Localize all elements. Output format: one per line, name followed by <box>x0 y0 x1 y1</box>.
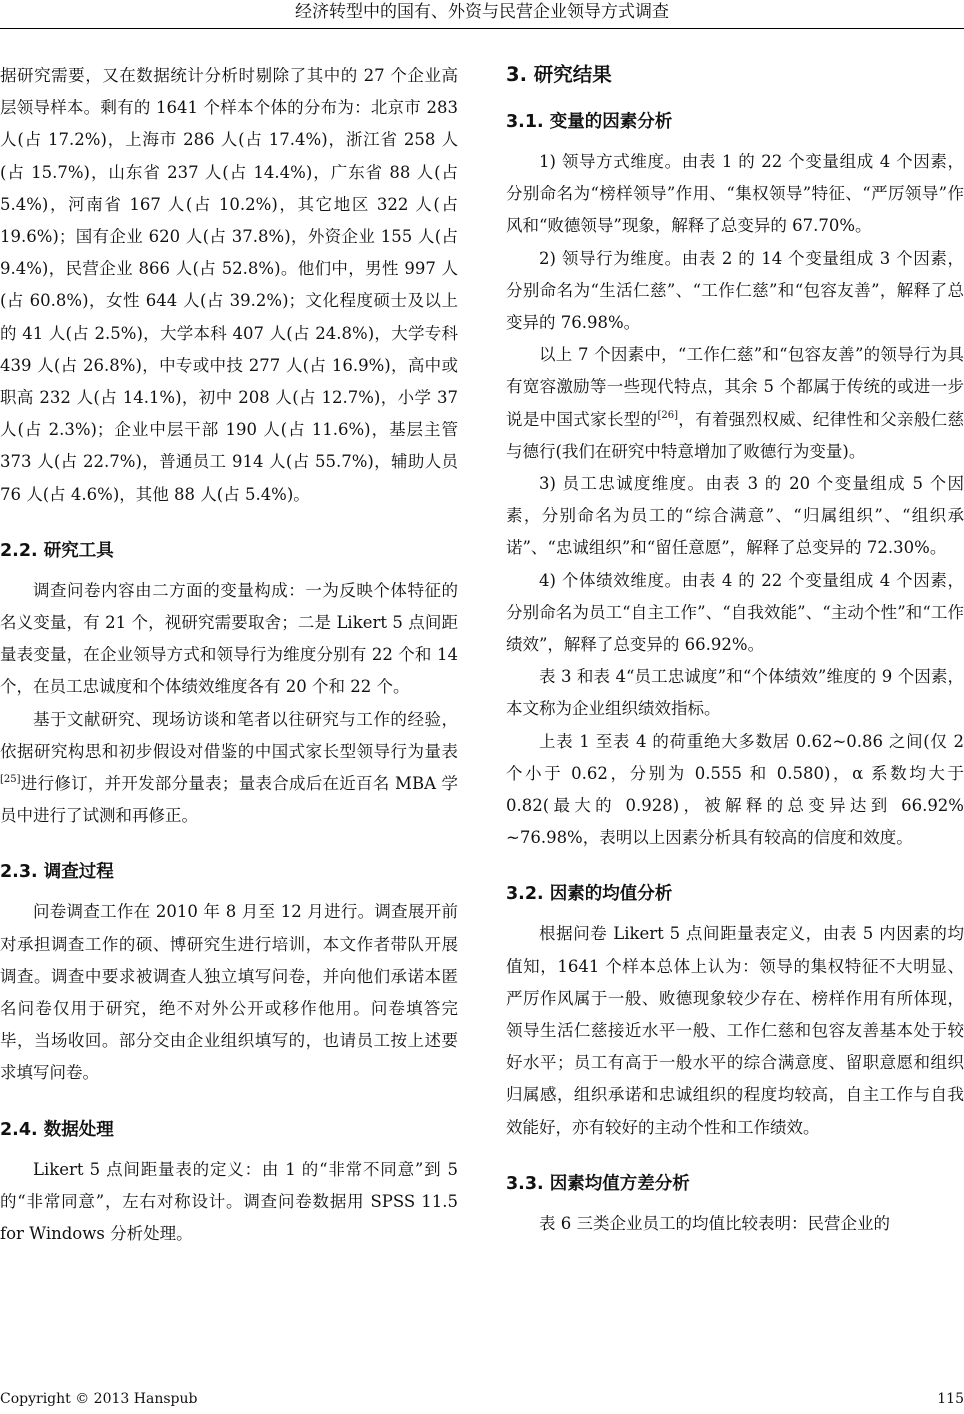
paragraph-text: 以上 7 个因素中，“工作仁慈”和“包容友善”的领导行为具有宽容激励等一些现代特点，其余 5 个都属于传统的或进一步说是中国式家长型的 <box>506 345 964 429</box>
citation-ref: [26] <box>657 409 678 421</box>
header-rule <box>0 28 964 29</box>
section-heading-2-2: 2.2. 研究工具 <box>0 540 114 561</box>
paragraph-text: 基于文献研究、现场访谈和笔者以往研究与工作的经验，依据研究构思和初步假设对借鉴的中国式家长型领导行为量表 <box>0 709 458 761</box>
paragraph-variance-analysis: 表 6 三类企业员工的均值比较表明：民营企业的 <box>539 1213 890 1233</box>
copyright-notice: Copyright © 2013 Hanspub <box>0 1391 198 1407</box>
paragraph-performance-indicators: 表 3 和表 4“员工忠诚度”和“个体绩效”维度的 9 个因素，本文称为企业组织绩效指标。 <box>506 667 964 719</box>
right-column <box>506 60 964 1240</box>
paragraph-scale-revision <box>0 704 458 833</box>
paragraph-individual-performance: 4) 个体绩效维度。由表 4 的 22 个变量组成 4 个因素，分别命名为员工“自主工作”、“自我效能”、“主动个性”和“工作绩效”，解释了总变异的 66.92%。 <box>506 570 964 655</box>
section-heading-3: 3. 研究结果 <box>506 63 612 86</box>
paragraph-questionnaire-variables: 调查问卷内容由二方面的变量构成：一为反映个体特征的名义变量，有 21 个，视研究需要取舍；二是 Likert 5 点间距量表变量，在企业领导方式和领导行为维度分别有 22 个和 14 个，在员工忠诚度和个体绩效维度各有 20 个和 22 个。 <box>0 580 458 697</box>
page-number: 115 <box>937 1391 964 1407</box>
paragraph-text: 进行修订，并开发部分量表；量表合成后在近百名 MBA 学员中进行了试测和再修正。 <box>0 774 458 826</box>
paragraph-leadership-behavior: 2) 领导行为维度。由表 2 的 14 个变量组成 3 个因素，分别命名为“生活仁慈”、“工作仁慈”和“包容友善”，解释了总变异的 76.98%。 <box>506 248 964 333</box>
citation-ref: [25] <box>0 774 21 786</box>
paragraph-employee-loyalty: 3) 员工忠诚度维度。由表 3 的 20 个变量组成 5 个因素，分别命名为员工的“综合满意”、“归属组织”、“组织承诺”、“忠诚组织”和“留任意愿”，解释了总变异的 72.30%。 <box>506 474 964 558</box>
section-heading-3-3: 3.3. 因素均值方差分析 <box>506 1173 690 1194</box>
running-title: 经济转型中的国有、外资与民营企业领导方式调查 <box>295 2 669 22</box>
paragraph-sample-distribution: 据研究需要，又在数据统计分析时剔除了其中的 27 个企业高层领导样本。剩有的 1641 个样本个体的分布为：北京市 283 人(占 17.2%)，上海市 286 人(占 17.4%)，浙江省 258 人(占 15.7%)，山东省 237 人(占 14.4%)，广东省 88 人(占 5.4%)，河南省 167 人(占 10.2%)，其它地区 322 人(占 19.6%)；国有企业 620 人(占 37.8%)，外资企业 155 人(占 9.4%)，民营企业 866 人(占 52.8%)。他们中，男性 997 人(占 60.8%)，女性 644 人(占 39.2%)；文化程度硕士及以上的 41 人(占 2.5%)，大学本科 407 人(占 24.8%)，大学专科 439 人(占 26.8%)，中专或中技 277 人(占 16.9%)，高中或职高 232 人(占 14.1%)，初中 208 人(占 12.7%)，小学 37 人(占 2.3%)；企业中层干部 190 人(占 11.6%)，基层主管 373 人(占 22.7%)，普通员工 914 人(占 55.7%)，辅助人员 76 人(占 4.6%)，其他 88 人(占 5.4%)。 <box>0 66 458 504</box>
section-heading-2-4: 2.4. 数据处理 <box>0 1119 114 1140</box>
paragraph-mean-analysis: 根据问卷 Likert 5 点间距量表定义，由表 5 内因素的均值知，1641 个样本总体上认为：领导的集权特征不大明显、严厉作风属于一般、败德现象较少存在、榜样作用有所体现，领导生活仁慈接近水平一般、工作仁慈和包容友善基本处于较好水平；员工有高于一般水平的综合满意度、留职意愿和组织归属感，组织承诺和忠诚组织的程度均较高，自主工作与自我效能好，亦有较好的主动个性和工作绩效。 <box>506 924 964 1137</box>
section-heading-3-1: 3.1. 变量的因素分析 <box>506 112 673 132</box>
paragraph-seven-factors <box>506 339 964 468</box>
paragraph-reliability: 上表 1 至表 4 的荷重绝大多数居 0.62~0.86 之间(仅 2 个小于 0.62，分别为 0.555 和 0.580)，α 系数均大于 0.82(最大的 0.928)，被解释的总变异达到 66.92% ~76.98%，表明以上因素分析具有较高的信度和效度。 <box>506 731 964 848</box>
section-heading-2-3: 2.3. 调查过程 <box>0 862 114 883</box>
paragraph-data-processing: Likert 5 点间距量表的定义：由 1 的“非常不同意”到 5 的“非常同意”，左右对称设计。调查问卷数据用 SPSS 11.5 for Windows 分析处理。 <box>0 1159 458 1244</box>
left-column <box>0 60 458 1250</box>
paragraph-leadership-style: 1) 领导方式维度。由表 1 的 22 个变量组成 4 个因素，分别命名为“榜样领导”作用、“集权领导”特征、“严厉领导”作风和“败德领导”现象，解释了总变异的 67.70%。 <box>506 152 964 236</box>
paragraph-survey-process: 问卷调查工作在 2010 年 8 月至 12 月进行。调查展开前对承担调查工作的硕、博研究生进行培训，本文作者带队开展调查。调查中要求被调查人独立填写问卷，并向他们承诺本匿名问卷仅用于研究，绝不对外公开或移作他用。问卷填答完毕，当场收回。部分交由企业组织填写的，也请员工按上述要求填写问卷。 <box>0 902 458 1083</box>
section-heading-3-2: 3.2. 因素的均值分析 <box>506 884 673 905</box>
paragraph-text: ，有着强烈权威、纪律性和父亲般仁慈与德行(我们在研究中特意增加了败德行为变量)。 <box>506 409 964 461</box>
